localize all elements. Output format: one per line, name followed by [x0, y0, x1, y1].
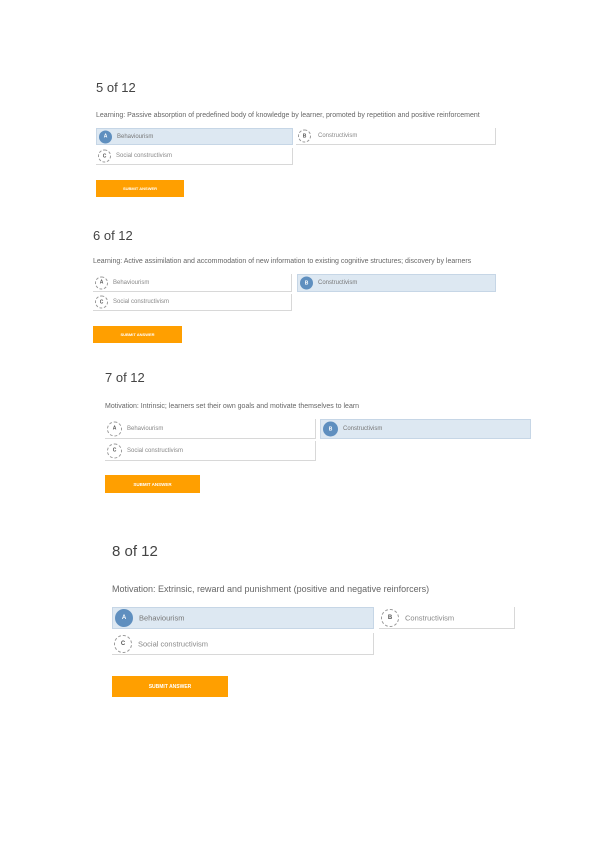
option-b[interactable]: [297, 274, 496, 292]
submit-answer-button[interactable]: SUBMIT ANSWER: [105, 475, 200, 493]
option-c[interactable]: [112, 633, 374, 655]
option-b[interactable]: [296, 128, 496, 145]
option-a-label: Behaviourism: [113, 279, 150, 286]
question-number: 7 of 12: [105, 370, 145, 385]
option-b-badge: B: [300, 277, 313, 290]
option-a-badge: A: [99, 130, 112, 143]
option-c-label: Social constructivism: [113, 299, 170, 305]
submit-answer-button[interactable]: SUBMIT ANSWER: [112, 676, 228, 697]
option-b-badge: B: [298, 130, 311, 143]
submit-answer-button[interactable]: SUBMIT ANSWER: [96, 180, 184, 197]
option-a-label: Behaviourism: [117, 133, 154, 140]
option-a[interactable]: [96, 128, 293, 145]
option-c-label: Social constructivism: [116, 153, 173, 159]
option-b-badge: B: [381, 609, 399, 627]
option-c[interactable]: [93, 294, 292, 311]
option-c[interactable]: [105, 441, 316, 461]
option-a-badge: A: [115, 609, 133, 627]
option-a-badge: A: [107, 421, 122, 436]
question-number: 6 of 12: [93, 228, 133, 243]
option-a-label: Behaviourism: [139, 613, 185, 623]
option-b[interactable]: [320, 419, 531, 439]
question-text: Motivation: Intrinsic; learners set their own goals and motivate themselves to learn: [105, 403, 360, 410]
option-b-badge: B: [323, 422, 338, 437]
option-b-label: Constructivism: [405, 613, 455, 622]
option-c-badge: C: [98, 150, 111, 163]
option-a[interactable]: [112, 607, 374, 629]
option-c[interactable]: [96, 148, 293, 165]
option-c-label: Social constructivism: [138, 639, 209, 648]
option-c-badge: C: [114, 635, 132, 653]
submit-answer-button[interactable]: SUBMIT ANSWER: [93, 326, 182, 343]
question-number: 8 of 12: [112, 543, 158, 560]
question-text: Learning: Active assimilation and accommodation of new information to existing cognitive structures; discovery by learners: [93, 258, 472, 265]
option-a-badge: A: [95, 276, 108, 289]
option-b-label: Constructivism: [318, 133, 358, 139]
option-b-label: Constructivism: [343, 426, 383, 432]
option-c-badge: C: [95, 296, 108, 309]
option-a[interactable]: [93, 274, 292, 292]
question-text: Motivation: Extrinsic, reward and punishment (positive and negative reinforcers): [112, 584, 430, 594]
question-number: 5 of 12: [96, 80, 136, 95]
option-c-label: Social constructivism: [127, 447, 184, 454]
option-a[interactable]: [105, 419, 316, 439]
question-text: Learning: Passive absorption of predefined body of knowledge by learner, promoted by repetition and positive reinforcement: [96, 112, 480, 119]
option-b-label: Constructivism: [318, 280, 358, 286]
option-b[interactable]: [379, 607, 515, 629]
option-c-badge: C: [107, 443, 122, 458]
option-a-label: Behaviourism: [127, 425, 164, 432]
